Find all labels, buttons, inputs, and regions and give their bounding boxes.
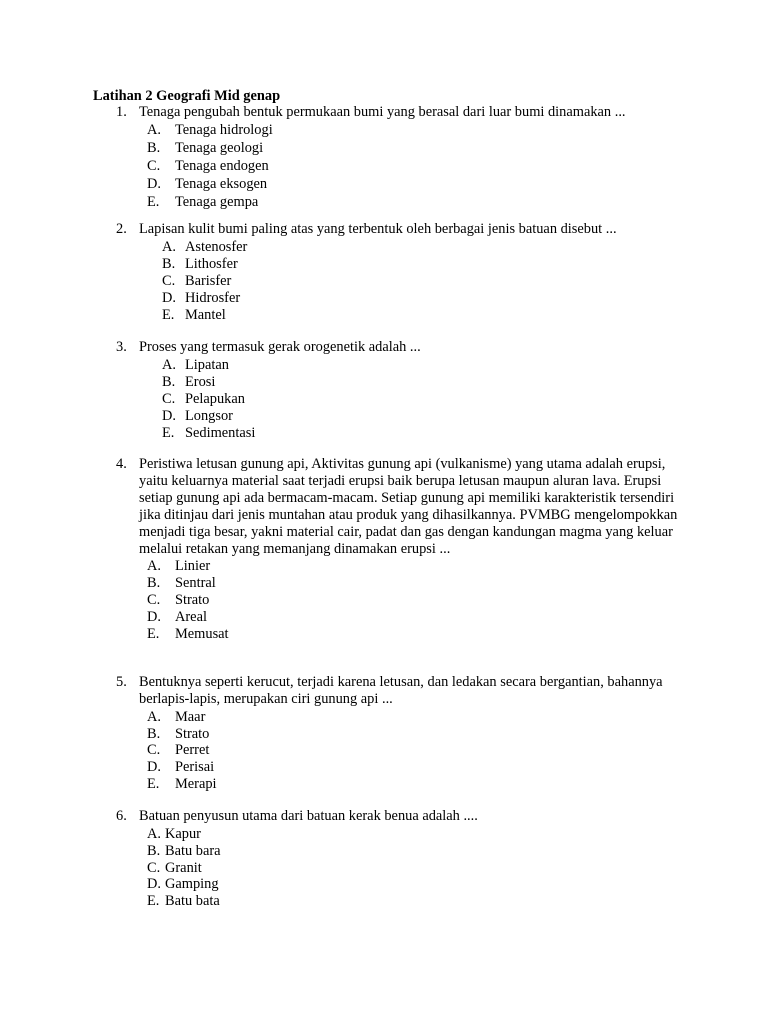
option-a: A. Astenosfer: [162, 238, 248, 255]
option-c: C. Pelapukan: [162, 390, 245, 407]
option-a: A. Kapur: [147, 825, 201, 842]
question-1: [116, 104, 676, 211]
question-text: Bentuknya seperti kerucut, terjadi karena letusan, dan ledakan secara bergantian, bahannya berlapis-lapis, merupakan ciri gunung api ...: [139, 674, 663, 707]
question-2: [116, 221, 676, 323]
option-b: B. Erosi: [162, 373, 216, 390]
question-number: 4.: [116, 456, 127, 472]
question-number: 3.: [116, 339, 127, 355]
option-e: E. Batu bata: [147, 893, 220, 910]
option-a: A. Lipatan: [162, 356, 229, 373]
option-list: [116, 708, 676, 792]
question-5: [116, 674, 676, 792]
option-b: B. Tenaga geologi: [147, 139, 264, 156]
option-b: B. Batu bara: [147, 842, 221, 859]
option-c: C. Tenaga endogen: [147, 157, 269, 174]
option-d: D. Tenaga eksogen: [147, 175, 268, 192]
option-d: D. Gamping: [147, 876, 219, 893]
option-b: B. Lithosfer: [162, 255, 238, 272]
option-e: E. Merapi: [147, 776, 217, 792]
option-a: A. Linier: [147, 558, 211, 575]
option-d: D. Areal: [147, 608, 207, 625]
option-b: B. Sentral: [147, 575, 216, 592]
question-6: [116, 808, 676, 909]
option-d: D. Longsor: [162, 407, 233, 424]
question-text: Batuan penyusun utama dari batuan kerak benua adalah ....: [139, 808, 478, 824]
option-e: E. Memusat: [147, 625, 229, 642]
option-a: A. Tenaga hidrologi: [147, 121, 273, 138]
document-title: Latihan 2 Geografi Mid genap: [93, 88, 281, 104]
question-text: Tenaga pengubah bentuk permukaan bumi yang berasal dari luar bumi dinamakan ...: [139, 104, 626, 120]
option-e: E. Tenaga gempa: [147, 193, 259, 210]
question-text: Peristiwa letusan gunung api, Aktivitas gunung api (vulkanisme) yang utama adalah erupsi, yaitu keluarnya material saat terjadi erupsi baik berupa letusan maupun aluran lava. Erupsi setiap gunung api ada bermacam-macam. Setiap gunung api memiliki karakteristik tersendiri jika ditinjau dari jenis muntahan atau produk yang dihasilkannya. PVMBG mengelompokkan menjadi tiga besar, yakni material cair, padat dan gas dengan kandungan magma yang keluar melalui retakan yang memanjang dinamakan erupsi ...: [139, 456, 678, 557]
question-text: Lapisan kulit bumi paling atas yang terbentuk oleh berbagai jenis batuan disebut ...: [139, 221, 617, 237]
question-number: 1.: [116, 104, 127, 120]
option-list: [116, 557, 676, 641]
question-3: [116, 339, 676, 441]
option-d: D. Perisai: [147, 759, 215, 776]
option-list: [116, 356, 676, 441]
question-number: 6.: [116, 808, 127, 824]
question-text: Proses yang termasuk gerak orogenetik adalah ...: [139, 339, 421, 355]
question-number: 2.: [116, 221, 127, 237]
option-c: C. Granit: [147, 859, 202, 876]
option-b: B. Strato: [147, 725, 210, 742]
option-list: [116, 121, 676, 211]
question-4: [116, 456, 676, 641]
option-c: C. Perret: [147, 742, 210, 759]
option-list: [116, 825, 676, 909]
option-c: C. Strato: [147, 592, 210, 609]
option-e: E. Mantel: [162, 306, 226, 323]
option-list: [116, 238, 676, 323]
option-a: A. Maar: [147, 708, 206, 725]
question-number: 5.: [116, 674, 127, 690]
option-e: E. Sedimentasi: [162, 424, 256, 441]
option-d: D. Hidrosfer: [162, 289, 241, 306]
option-c: C. Barisfer: [162, 272, 232, 289]
